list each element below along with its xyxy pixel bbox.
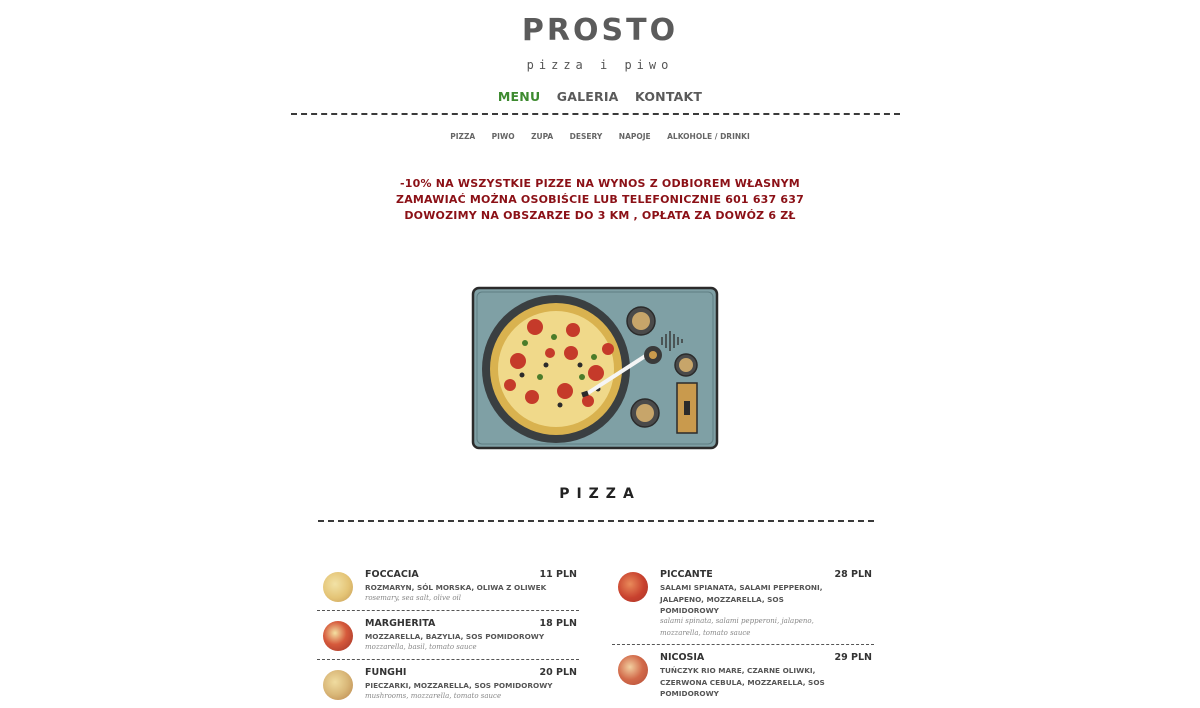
pizza-thumbnail: [618, 655, 648, 685]
menu-item-price: 20 PLN: [539, 667, 577, 678]
logo-tagline: pizza i piwo: [526, 58, 674, 72]
menu-item-price: 11 PLN: [539, 569, 577, 580]
category-pizza[interactable]: PIZZA: [450, 132, 476, 141]
menu-item[interactable]: [317, 562, 579, 611]
menu-item[interactable]: [612, 645, 874, 705]
pizza-turntable-illustration: [470, 285, 722, 455]
menu-item-desc: SALAMI SPIANATA, SALAMI PEPPERONI, JALAPENO, MOZZARELLA, SOS POMIDOROWY: [660, 583, 823, 615]
category-napoje[interactable]: NAPOJE: [618, 132, 651, 141]
promo-banner: [0, 176, 1200, 224]
nav-item-kontakt[interactable]: KONTAKT: [635, 89, 703, 104]
category-piwo[interactable]: PIWO: [491, 132, 515, 141]
menu-item[interactable]: [612, 562, 874, 645]
category-nav: [0, 126, 1200, 144]
pizza-thumbnail: [618, 572, 648, 602]
menu-item-name: PICCANTE: [660, 569, 713, 580]
menu-item[interactable]: [317, 611, 579, 660]
menu-item-name: MARGHERITA: [365, 618, 436, 629]
pizza-thumbnail: [323, 621, 353, 651]
menu-column-right: [612, 562, 874, 705]
divider: [318, 520, 874, 522]
menu-item-name: FOCCACIA: [365, 569, 419, 580]
promo-line-3: DOWOZIMY NA OBSZARZE DO 3 KM , OPŁATA ZA DOWÓZ 6 ZŁ: [404, 209, 796, 222]
promo-line-2: ZAMAWIAĆ MOŻNA OSOBIŚCIE LUB TELEFONICZNIE 601 637 637: [396, 193, 804, 206]
menu-item-desc-en: mozzarella, basil, tomato sauce: [365, 643, 477, 651]
menu-item-desc: PIECZARKI, MOZZARELLA, SOS POMIDOROWY: [365, 681, 553, 690]
pizza-thumbnail: [323, 670, 353, 700]
menu-item[interactable]: [317, 660, 579, 708]
menu-item-desc: MOZZARELLA, BAZYLIA, SOS POMIDOROWY: [365, 632, 545, 641]
menu-column-left: [317, 562, 579, 708]
menu-item-price: 29 PLN: [834, 652, 872, 663]
category-desery[interactable]: DESERY: [569, 132, 603, 141]
menu-item-desc: TUŃCZYK RIO MARE, CZARNE OLIWKI, CZERWONA CEBULA, MOZZARELLA, SOS POMIDOROWY: [660, 666, 825, 698]
main-nav: [0, 88, 1200, 106]
menu-item-price: 18 PLN: [539, 618, 577, 629]
nav-item-menu[interactable]: MENU: [497, 89, 541, 104]
menu-item-desc: ROZMARYN, SÓL MORSKA, OLIWA Z OLIWEK: [365, 583, 547, 592]
pizza-thumbnail: [323, 572, 353, 602]
nav-item-galeria[interactable]: GALERIA: [556, 89, 619, 104]
section-title: PIZZA: [559, 486, 641, 502]
menu-item-name: FUNGHI: [365, 667, 407, 678]
logo-wordmark: PROSTO: [521, 13, 679, 48]
promo-line-1: -10% NA WSZYSTKIE PIZZE NA WYNOS Z ODBIOREM WŁASNYM: [400, 177, 800, 190]
menu-item-name: NICOSIA: [660, 652, 705, 663]
category-zupa[interactable]: ZUPA: [531, 132, 554, 141]
menu-item-price: 28 PLN: [834, 569, 872, 580]
menu-item-desc-en: rosemary, sea salt, olive oil: [365, 594, 462, 602]
logo[interactable]: [0, 14, 1200, 72]
menu-item-desc-en: mushrooms, mozzarella, tomato sauce: [365, 692, 502, 700]
divider: [291, 113, 900, 115]
category-alkohole[interactable]: ALKOHOLE / DRINKI: [667, 132, 750, 141]
menu-item-desc-en: salami spinata, salami pepperoni, jalapeno, mozzarella, tomato sauce: [660, 617, 814, 637]
